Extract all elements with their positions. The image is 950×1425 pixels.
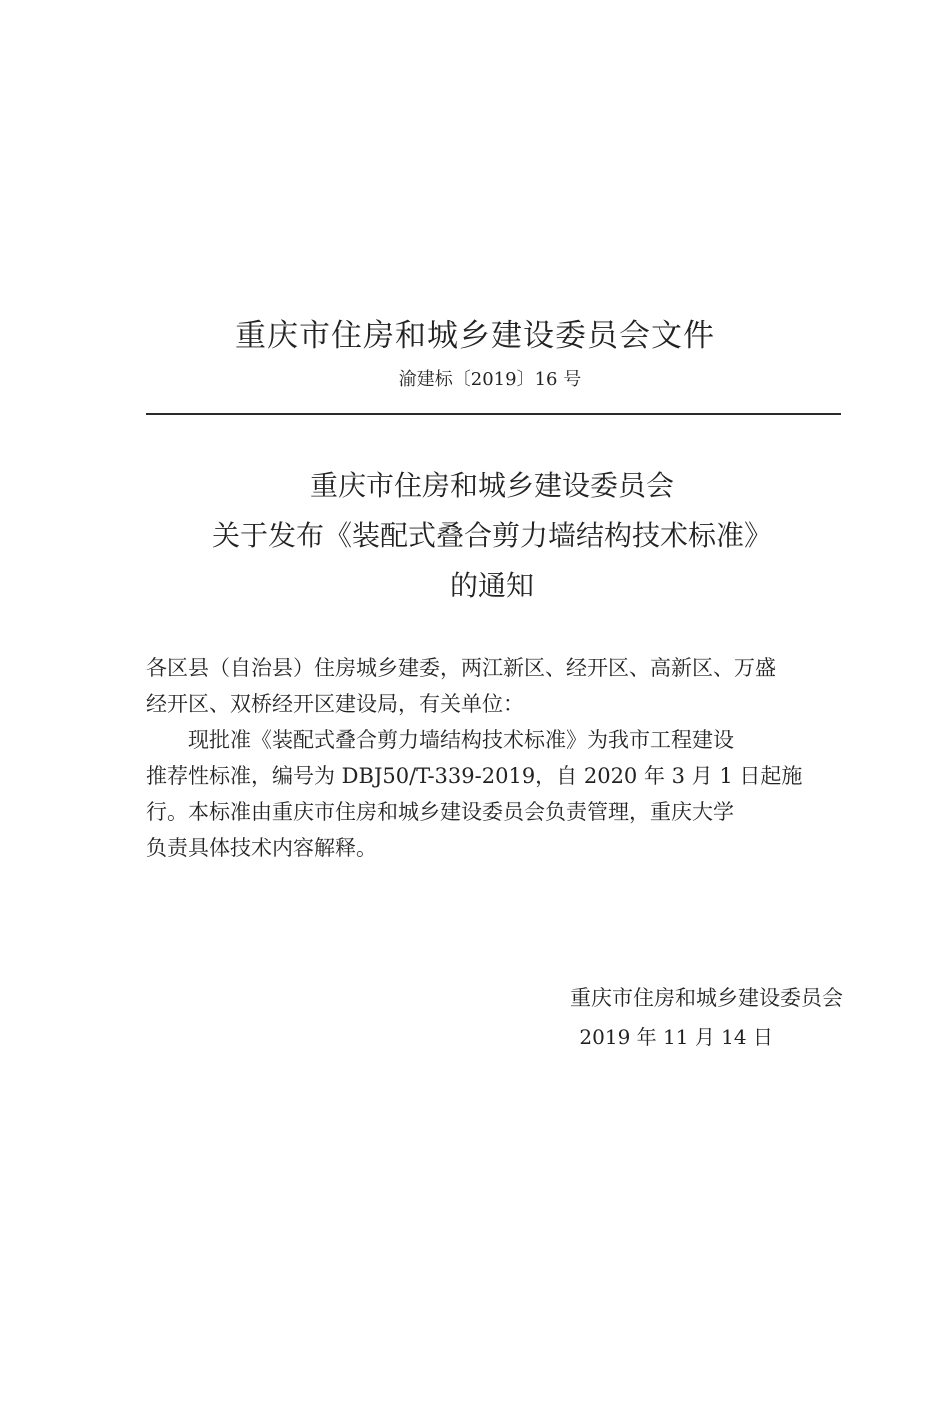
document-header-title: 重庆市住房和城乡建设委员会文件 <box>235 318 715 354</box>
document-number: 渝建标〔2019〕16 号 <box>398 369 582 390</box>
notice-title-line-3: 的通知 <box>449 569 534 602</box>
body-line: 现批准《装配式叠合剪力墙结构技术标准》为我市工程建设 <box>188 728 734 752</box>
signature-issuer: 重庆市住房和城乡建设委员会 <box>570 986 843 1010</box>
header-divider <box>146 413 841 415</box>
notice-body <box>146 650 846 866</box>
signature-date: 2019 年 11 月 14 日 <box>579 1025 773 1049</box>
body-line: 负责具体技术内容解释。 <box>146 836 377 860</box>
body-line: 经开区、双桥经开区建设局，有关单位： <box>146 692 524 716</box>
notice-title <box>0 461 950 611</box>
body-line: 各区县（自治县）住房城乡建委，两江新区、经开区、高新区、万盛 <box>146 656 776 680</box>
body-line: 推荐性标准，编号为 DBJ50/T-339-2019，自 2020 年 3 月 1 日起施 <box>146 764 803 788</box>
notice-title-line-2: 关于发布《装配式叠合剪力墙结构技术标准》 <box>211 519 772 552</box>
notice-title-line-1: 重庆市住房和城乡建设委员会 <box>309 469 674 502</box>
body-line: 行。本标准由重庆市住房和城乡建设委员会负责管理，重庆大学 <box>146 800 734 824</box>
